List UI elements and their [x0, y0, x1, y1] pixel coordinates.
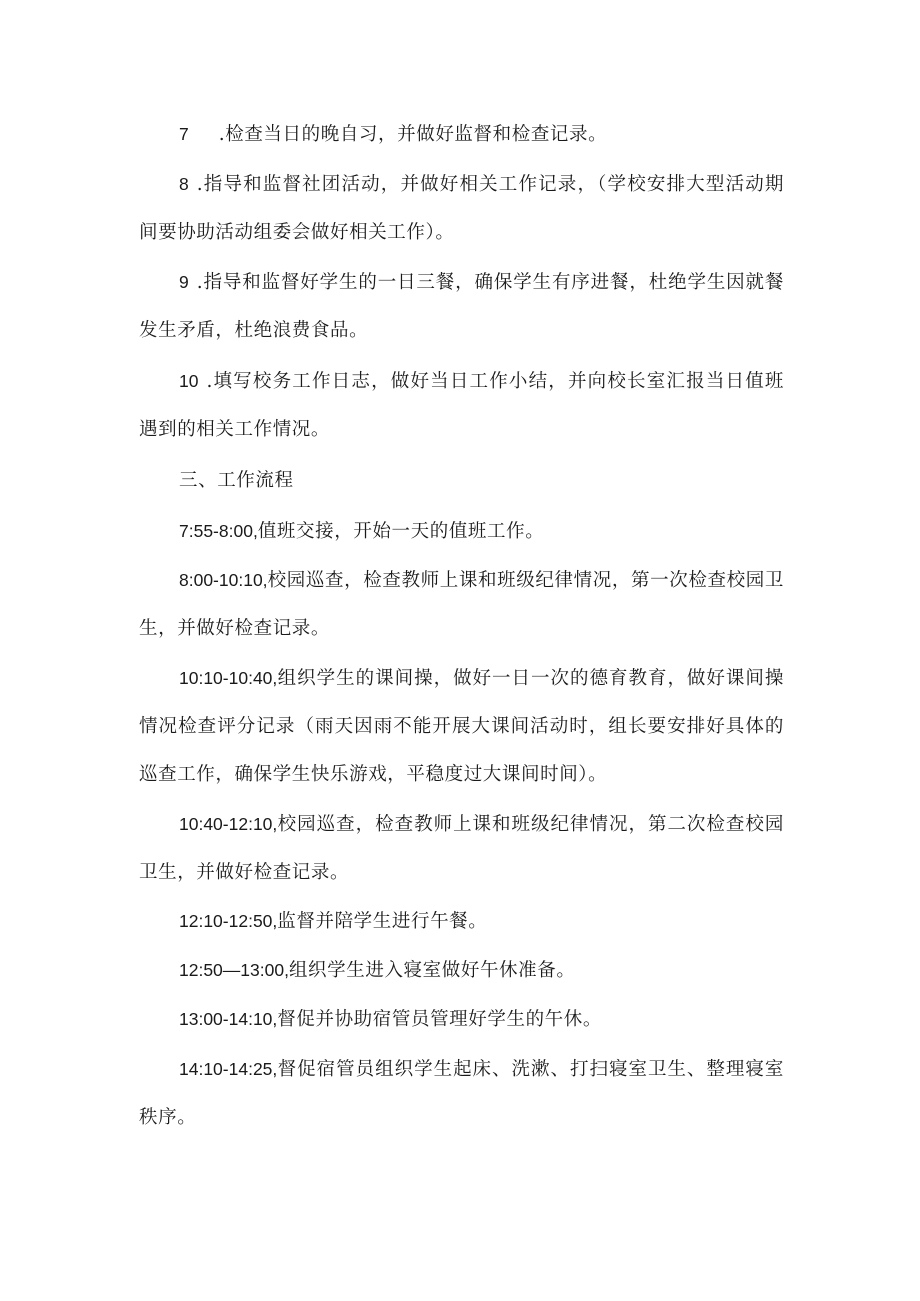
- schedule-item-2: [139, 556, 784, 653]
- schedule-item-8: [139, 1045, 784, 1142]
- list-item-8: [139, 160, 784, 257]
- item-number: 8: [179, 174, 189, 194]
- schedule-item-4: [139, 800, 784, 897]
- schedule-time: 14:10-14:25,: [179, 1059, 278, 1079]
- section-heading: 三、工作流程: [179, 470, 294, 491]
- schedule-text: 校园巡查，检查教师上课和班级纪律情况，第二次检查校园卫生，并做好检查记录。: [139, 814, 784, 883]
- item-number: 9: [179, 272, 189, 292]
- item-text: .指导和监督社团活动，并做好相关工作记录，（学校安排大型活动期间要协助活动组委会做好相关工作）。: [139, 174, 784, 243]
- schedule-item-6: [139, 946, 784, 995]
- schedule-time: 10:10-10:40,: [179, 668, 278, 688]
- schedule-text: 校园巡查，检查教师上课和班级纪律情况，第一次检查校园卫生，并做好检查记录。: [139, 570, 784, 639]
- schedule-item-5: [139, 897, 784, 946]
- schedule-text: 值班交接，开始一天的值班工作。: [257, 521, 545, 542]
- schedule-time: 7:55-8:00,: [179, 521, 258, 541]
- schedule-time: 10:40-12:10,: [179, 814, 278, 834]
- schedule-text: 组织学生的课间操，做好一日一次的德育教育，做好课间操情况检查评分记录（雨天因雨不能开展大课间活动时，组长要安排好具体的巡查工作，确保学生快乐游戏，平稳度过大课间时间）。: [139, 668, 784, 785]
- item-number: 10: [179, 371, 199, 391]
- schedule-text: 督促宿管员组织学生起床、洗漱、打扫寝室卫生、整理寝室秩序。: [139, 1059, 784, 1128]
- list-item-10: [139, 357, 784, 454]
- item-text: .填写校务工作日志，做好当日工作小结，并向校长室汇报当日值班遇到的相关工作情况。: [139, 371, 784, 440]
- schedule-item-1: [139, 507, 784, 556]
- item-text: .检查当日的晚自习，并做好监督和检查记录。: [218, 124, 608, 145]
- schedule-time: 12:10-12:50,: [179, 911, 278, 931]
- schedule-text: 组织学生进入寝室做好午休准备。: [288, 960, 576, 981]
- schedule-time: 8:00-10:10,: [179, 570, 268, 590]
- schedule-time: 13:00-14:10,: [179, 1009, 278, 1029]
- item-number: 7: [179, 124, 189, 144]
- list-item-9: [139, 258, 784, 355]
- schedule-text: 督促并协助宿管员管理好学生的午休。: [277, 1009, 602, 1030]
- schedule-text: 监督并陪学生进行午餐。: [277, 911, 488, 932]
- list-item-7: [139, 110, 784, 159]
- schedule-time: 12:50—13:00,: [179, 960, 289, 980]
- schedule-item-7: [139, 995, 784, 1044]
- schedule-item-3: [139, 654, 784, 799]
- item-text: .指导和监督好学生的一日三餐，确保学生有序进餐，杜绝学生因就餐发生矛盾，杜绝浪费食品。: [139, 272, 784, 341]
